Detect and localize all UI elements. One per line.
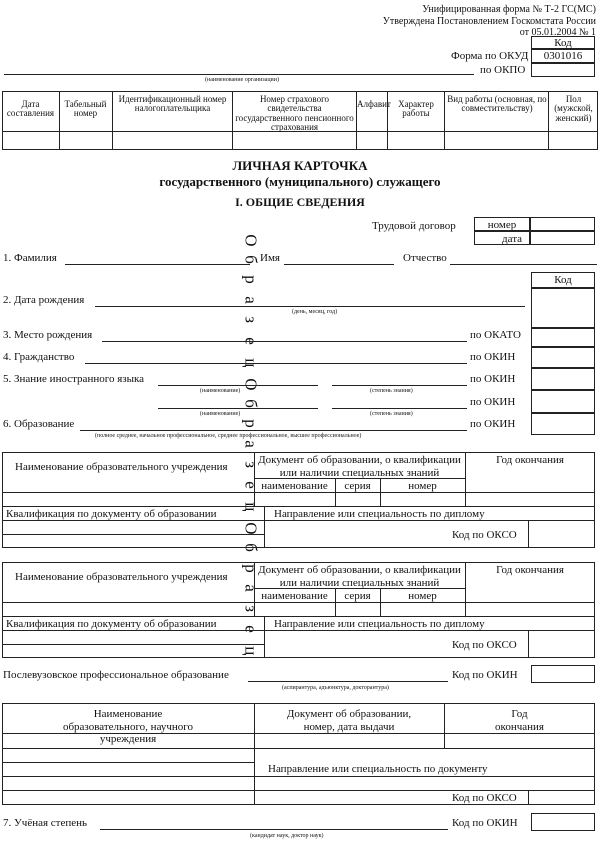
postgrad-specialty-header: Направление или специальность по документу: [268, 763, 488, 775]
edu2-year-header: Год окончания: [496, 564, 564, 576]
language-level-field-1[interactable]: [332, 385, 467, 386]
education-okin-label: по ОКИН: [470, 418, 516, 430]
code-cell-citizenship[interactable]: [531, 347, 595, 368]
form-header-line-1: Унифицированная форма № Т-2 ГС(МС): [422, 4, 596, 15]
edu2-qualification-header: Квалификация по документу об образовании: [6, 618, 217, 630]
edu1-doc-series-header: серия: [344, 480, 371, 492]
postgrad-okso-label: Код по ОКСО: [452, 792, 517, 804]
birth-place-label: 3. Место рождения: [3, 329, 93, 341]
name-label: Имя: [260, 252, 280, 264]
code-column-label: Код: [554, 274, 572, 286]
okud-code-value: 0301016: [543, 50, 583, 62]
edu1-doc-number-header: номер: [408, 480, 437, 492]
col-header-date: Дата составления: [6, 99, 55, 119]
birth-date-field[interactable]: [95, 306, 525, 307]
language-label: 5. Знание иностранного языка: [3, 373, 145, 385]
postgrad-document-header: Документ об образовании, номер, дата выдачи: [286, 708, 412, 733]
code-cell-language-1[interactable]: [531, 368, 595, 390]
language-level-field-2[interactable]: [332, 408, 467, 409]
degree-okin-label: Код по ОКИН: [452, 817, 518, 829]
col-header-inn: Идентификационный номер налогоплательщика: [118, 94, 227, 114]
col-header-alphabet: Алфавит: [357, 99, 391, 109]
okato-label: по ОКАТО: [470, 329, 521, 341]
form-header-line-2: Утверждена Постановлением Госкомстата России: [382, 15, 596, 27]
col-header-insurance: Номер страхового свидетельства государственного пенсионного страхования: [235, 94, 354, 133]
degree-caption: (кандидат наук, доктор наук): [250, 833, 324, 839]
okud-label: Форма по ОКУД: [451, 50, 529, 62]
language-name-caption-2: (наименование): [200, 411, 241, 417]
col-header-work-type: Вид работы (основная, по совместительству): [447, 94, 547, 114]
code-header-label: Код: [554, 37, 572, 49]
edu1-institution-header: Наименование образовательного учреждения: [15, 461, 228, 473]
edu1-qualification-header: Квалификация по документу об образовании: [6, 508, 217, 520]
postgrad-year-header: Год окончания: [495, 708, 544, 733]
degree-label: 7. Учёная степень: [3, 817, 88, 829]
contract-label: Трудовой договор: [372, 220, 456, 232]
language-level-caption-1: (степень знания): [370, 388, 413, 394]
edu2-doc-series-header: серия: [344, 590, 371, 602]
citizenship-okin-label: по ОКИН: [470, 351, 516, 363]
postgrad-okin-cell[interactable]: [531, 665, 595, 683]
edu1-okso-label: Код по ОКСО: [452, 529, 517, 541]
col-header-tab-number: Табельный номер: [64, 99, 107, 119]
language-level-caption-2: (степень знания): [370, 411, 413, 417]
card-title: ЛИЧНАЯ КАРТОЧКА: [232, 158, 368, 173]
contract-date-label: дата: [502, 233, 523, 245]
surname-label: 1. Фамилия: [3, 252, 57, 264]
organization-line[interactable]: [4, 74, 474, 75]
code-cell-okato[interactable]: [531, 328, 595, 347]
edu2-specialty-header: Направление или специальность по диплому: [274, 618, 485, 630]
postgrad-okin-label: Код по ОКИН: [452, 669, 518, 681]
col-header-gender: Пол (мужской, женский): [554, 94, 593, 123]
surname-field[interactable]: [65, 264, 250, 265]
col-header-work-nature: Характер работы: [398, 99, 434, 119]
edu1-document-header: Документ об образовании, о квалификации или наличии специальных знаний: [258, 454, 461, 479]
birth-date-label: 2. Дата рождения: [3, 294, 85, 306]
postgrad-field[interactable]: [248, 681, 448, 682]
citizenship-label: 4. Гражданство: [3, 351, 75, 363]
watermark: О б р а з е ц О б р а з е ц О б р а з е ц: [241, 234, 261, 656]
contract-number-label: номер: [487, 219, 517, 231]
edu2-doc-number-header: номер: [408, 590, 437, 602]
edu2-okso-label: Код по ОКСО: [452, 639, 517, 651]
language-name-field-2[interactable]: [158, 408, 318, 409]
degree-okin-cell[interactable]: [531, 813, 595, 831]
edu2-institution-header: Наименование образовательного учреждения: [15, 571, 228, 583]
language-name-caption-1: (наименование): [200, 388, 241, 394]
edu1-year-header: Год окончания: [496, 454, 564, 466]
language-okin-label-2: по ОКИН: [470, 396, 516, 408]
patronymic-label: Отчество: [403, 252, 447, 264]
code-cell-birthdate[interactable]: [531, 288, 595, 328]
code-cell-language-2[interactable]: [531, 390, 595, 413]
education-caption: (полное среднее, начальное профессиональное, среднее профессиональное, высшее профессиональное): [95, 433, 362, 439]
birth-date-caption: (день, месяц, год): [292, 309, 338, 315]
language-okin-label-1: по ОКИН: [470, 373, 516, 385]
section-title: I. ОБЩИЕ СВЕДЕНИЯ: [235, 195, 365, 209]
postgrad-label: Послевузовское профессиональное образование: [3, 669, 229, 681]
edu1-specialty-header: Направление или специальность по диплому: [274, 508, 485, 520]
education-field[interactable]: [80, 430, 467, 431]
patronymic-field[interactable]: [450, 264, 597, 265]
citizenship-field[interactable]: [85, 363, 467, 364]
postgrad-institution-header: Наименование образовательного, научного учреждения: [62, 708, 194, 746]
form-header-line-3: от 05.01.2004 № 1: [519, 27, 596, 38]
card-subtitle: государственного (муниципального) служащего: [159, 174, 441, 189]
name-field[interactable]: [284, 264, 394, 265]
birth-place-field[interactable]: [102, 341, 467, 342]
code-cell-education[interactable]: [531, 413, 595, 435]
postgrad-caption: (аспирантура, адъюнктура, докторантура): [282, 685, 389, 691]
edu2-doc-name-header: наименование: [261, 590, 328, 602]
education-label: 6. Образование: [3, 418, 75, 430]
contract-number-cell[interactable]: [530, 217, 595, 231]
edu2-document-header: Документ об образовании, о квалификации или наличии специальных знаний: [258, 564, 461, 589]
language-name-field-1[interactable]: [158, 385, 318, 386]
okpo-label: по ОКПО: [480, 64, 526, 76]
form-header: [383, 4, 596, 39]
organization-caption: (наименование организации): [205, 77, 279, 83]
contract-date-cell[interactable]: [530, 231, 595, 245]
okpo-code-cell[interactable]: [531, 63, 595, 77]
degree-field[interactable]: [100, 829, 448, 830]
edu1-doc-name-header: наименование: [261, 480, 328, 492]
